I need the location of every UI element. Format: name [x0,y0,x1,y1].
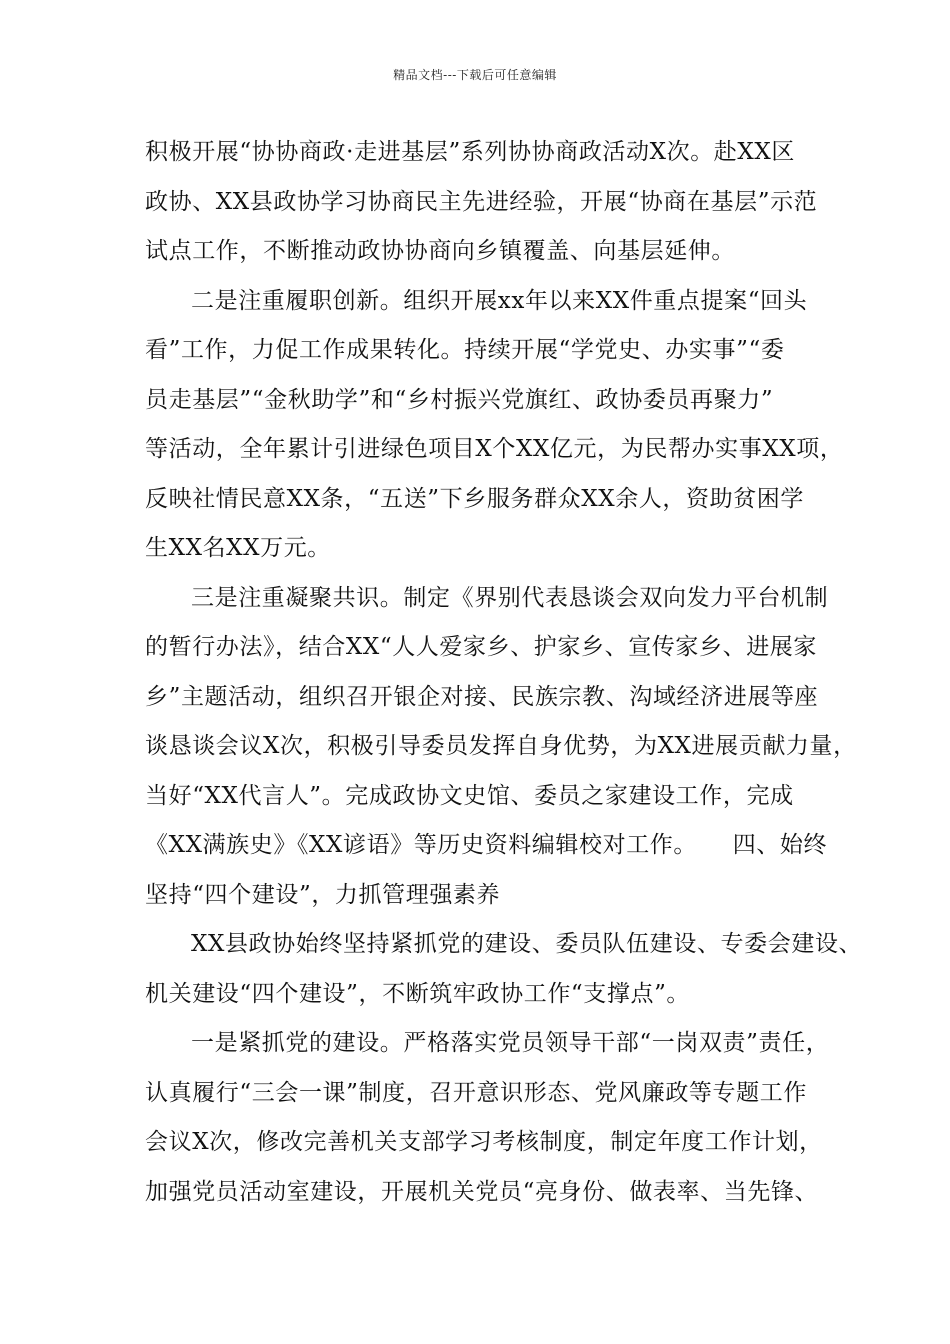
text-line: 等活动，全年累计引进绿色项目X个XX亿元，为民帮办实事XX项， [145,436,844,462]
text-line: 的暂行办法》，结合XX“人人爱家乡、护家乡、宣传家乡、进展家 [145,634,818,660]
text-line: 谈恳谈会议X次，积极引导委员发挥自身优势，为XX进展贡献力量， [145,733,857,759]
text-line: 坚持“四个建设”，力抓管理强素养 [145,881,501,908]
text-line: 机关建设“四个建设”，不断筑牢政协工作“支撑点”。 [145,980,691,1007]
text-line: 会议X次，修改完善机关支部学习考核制度，制定年度工作计划， [145,1129,823,1155]
text-line: 乡”主题活动，组织召开银企对接、民族宗教、沟域经济进展等座 [145,683,819,710]
paragraph-start-line: 一是紧抓党的建设。严格落实党员领导干部“一岗双责”责任， [191,1030,830,1056]
text-line: 政协、XX县政协学习协商民主先进经验，开展“协商在基层”示范 [145,188,818,215]
text-line: 反映社情民意XX条，“五送”下乡服务群众XX余人，资助贫困学 [145,485,805,512]
text-line: 加强党员活动室建设，开展机关党员“亮身份、做表率、当先锋、 [145,1178,819,1205]
paragraph-start-line: 二是注重履职创新。组织开展xx年以来XX件重点提案“回头 [191,287,808,314]
paragraph-start-line: XX县政协始终坚持紧抓党的建设、委员队伍建设、专委会建设、 [191,931,863,957]
text-line: 积极开展“协协商政·走进基层”系列协协商政活动X次。赴XX区 [145,139,795,165]
page-header: 精品文档---下载后可任意编辑 [393,68,557,82]
document-body [145,128,863,1217]
text-line: 员走基层”“金秋助学”和“乡村振兴党旗红、政协委员再聚力” [145,386,774,413]
text-line: 当好“XX代言人”。完成政协文史馆、委员之家建设工作，完成 [145,782,794,809]
text-line: 生XX名XX万元。 [145,535,331,561]
text-line: 认真履行“三会一课”制度，召开意识形态、党风廉政等专题工作 [145,1079,807,1106]
text-line: 《XX满族史》《XX谚语》等历史资料编辑校对工作。 四、始终 [145,832,828,858]
text-line: 看”工作，力促工作成果转化。持续开展“学党史、办实事”“委 [145,337,785,363]
paragraph-start-line: 三是注重凝聚共识。制定《界别代表恳谈会双向发力平台机制 [191,584,829,611]
text-line: 试点工作，不断推动政协协商向乡镇覆盖、向基层延伸。 [145,238,735,264]
